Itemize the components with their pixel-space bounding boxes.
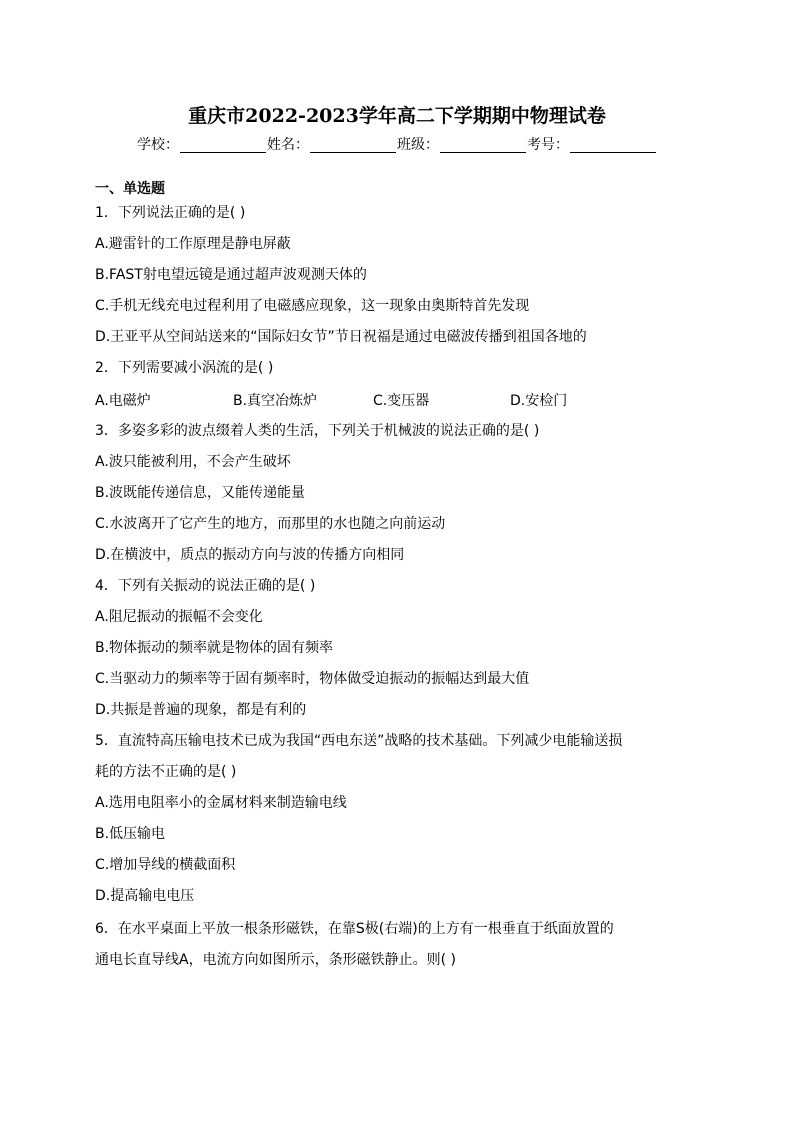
- question-2-option-c: C.变压器: [373, 393, 430, 409]
- question-5-stem-cont: 耗的方法不正确的是( ): [95, 764, 237, 780]
- question-4-stem: 4．下列有关振动的说法正确的是( ): [95, 578, 316, 594]
- question-2-option-a: A.电磁炉: [95, 393, 151, 409]
- question-1-option-c: C.手机无线充电过程利用了电磁感应现象，这一现象由奥斯特首先发现: [95, 298, 530, 314]
- question-4-option-b: B.物体振动的频率就是物体的固有频率: [95, 640, 334, 656]
- question-6-stem: 6．在水平桌面上平放一根条形磁铁，在靠S极(右端)的上方有一根垂直于纸面放置的: [95, 921, 614, 937]
- question-5-option-c: C.增加导线的横截面积: [95, 857, 236, 873]
- question-4-option-c: C.当驱动力的频率等于固有频率时，物体做受迫振动的振幅达到最大值: [95, 671, 530, 687]
- question-3-option-b: B.波既能传递信息，又能传递能量: [95, 485, 306, 501]
- question-1-option-d: D.王亚平从空间站送来的“国际妇女节”节日祝福是通过电磁波传播到祖国各地的: [95, 329, 587, 345]
- class-blank[interactable]: [440, 136, 526, 153]
- question-1-option-b: B.FAST射电望远镜是通过超声波观测天体的: [95, 267, 367, 283]
- question-6-stem-cont: 通电长直导线A，电流方向如图所示，条形磁铁静止。则( ): [95, 952, 456, 968]
- question-3-stem: 3．多姿多彩的波点缀着人类的生活，下列关于机械波的说法正确的是( ): [95, 423, 540, 439]
- class-label: 班级：: [397, 137, 439, 153]
- question-2-options: [95, 390, 567, 412]
- section-heading: 一、单选题: [95, 181, 165, 197]
- number-label: 考号：: [527, 137, 569, 153]
- question-5-stem: 5．直流特高压输电技术已成为我国“西电东送”战略的技术基础。下列减少电能输送损: [95, 733, 623, 749]
- number-blank[interactable]: [570, 136, 656, 153]
- question-4-option-d: D.共振是普遍的现象，都是有利的: [95, 702, 307, 718]
- question-3-option-a: A.波只能被利用，不会产生破坏: [95, 454, 291, 470]
- question-1-option-a: A.避雷针的工作原理是静电屏蔽: [95, 236, 291, 252]
- question-2-option-b: B.真空冶炼炉: [233, 393, 318, 409]
- question-2-stem: 2．下列需要减小涡流的是( ): [95, 360, 274, 376]
- exam-title: 重庆市2022-2023学年高二下学期期中物理试卷: [188, 105, 606, 127]
- question-5-option-d: D.提高输电电压: [95, 888, 195, 904]
- student-info-line: [0, 134, 794, 156]
- question-4-option-a: A.阻尼振动的振幅不会变化: [95, 609, 263, 625]
- question-5-option-b: B.低压输电: [95, 826, 166, 842]
- question-3-option-c: C.水波离开了它产生的地方，而那里的水也随之向前运动: [95, 516, 446, 532]
- school-label: 学校：: [137, 137, 179, 153]
- question-3-option-d: D.在横波中，质点的振动方向与波的传播方向相同: [95, 547, 405, 563]
- question-1-stem: 1．下列说法正确的是( ): [95, 205, 246, 221]
- question-2-option-d: D.安检门: [510, 393, 568, 409]
- question-5-option-a: A.选用电阻率小的金属材料来制造输电线: [95, 795, 347, 811]
- name-blank[interactable]: [310, 136, 396, 153]
- school-blank[interactable]: [180, 136, 266, 153]
- name-label: 姓名：: [267, 137, 309, 153]
